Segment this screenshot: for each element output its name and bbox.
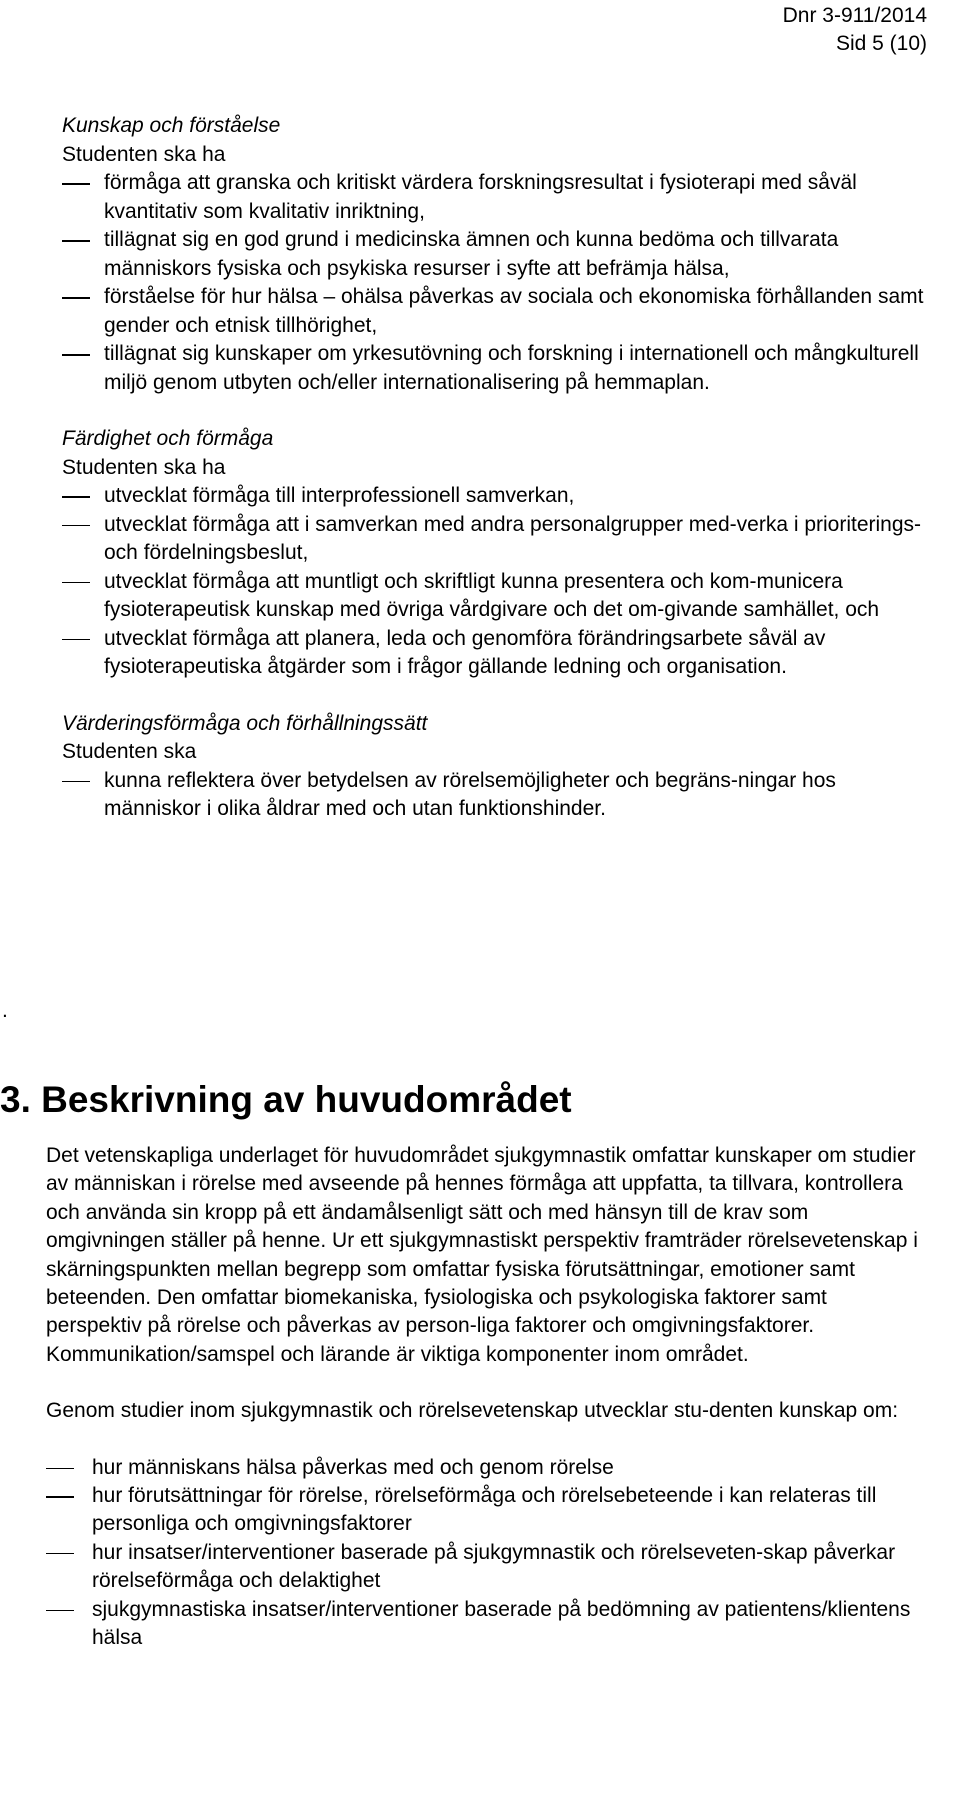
list-item-text: tillägnat sig kunskaper om yrkesutövning och forskning i internationell och mångkulturell miljö genom utbyten och/eller internationalisering på hemmaplan. (104, 342, 919, 394)
dash-bullet (62, 582, 90, 584)
section-lead: Studenten ska (62, 740, 197, 763)
section-knowledge (62, 112, 942, 397)
dash-bullet (46, 1468, 74, 1470)
list-item-text: sjukgymnastiska insatser/interventioner baserade på bedömning av patientens/klientens hälsa (92, 1597, 911, 1650)
section-lead: Studenten ska ha (62, 142, 226, 166)
list-item (62, 625, 924, 682)
section-values (62, 710, 942, 824)
dash-bullet (62, 183, 90, 185)
list-item (62, 482, 924, 511)
list-item-text: tillägnat sig en god grund i medicinska ämnen och kunna bedöma och tillvarata människors fysiska och psykiska resurser i syfte att befrämja hälsa, (104, 228, 839, 280)
stray-mark: . (2, 999, 8, 1022)
section-heading: 3. Beskrivning av huvudområdet (0, 1079, 572, 1120)
dash-bullet (62, 781, 90, 783)
list-item (46, 1539, 934, 1596)
dash-bullet (62, 639, 90, 641)
list-item-text: förståelse för hur hälsa – ohälsa påverkas av sociala och ekonomiska förhållanden samt gender och etnisk tillhörighet, (104, 285, 924, 337)
bullet-list (62, 767, 942, 824)
list-item (46, 1482, 934, 1539)
list-item (62, 169, 944, 226)
list-item (62, 340, 944, 397)
bullet-list (62, 482, 942, 682)
list-item-text: utvecklat förmåga att i samverkan med andra personalgrupper med-verka i prioriterings- och fördelningsbeslut, (104, 512, 922, 564)
dash-bullet (46, 1610, 74, 1612)
dash-bullet (46, 1553, 74, 1555)
list-item (46, 1596, 934, 1653)
paragraph: Det vetenskapliga underlaget för huvudområdet sjukgymnastik omfattar kunskaper om studier av människan i rörelse med avseende på hennes förmåga att uppfatta, ta tillvara, kontrollera och använda sin kropp på ett ändamålsenligt sätt och med hänsyn till de krav som omgivningen ställer på henne. Ur ett sjukgymnastiskt perspektiv framträder rörelsevetenskap i skärningspunkten mellan begrepp som omfattar fysiska förutsättningar, emotioner samt beteenden. Den omfattar biomekaniska, fysiologiska och psykologiska faktorer samt perspektiv på rörelse och påverkas av person-liga faktorer och omgivningsfaktorer. Kommunikation/samspel och lärande är viktiga komponenter inom området. (46, 1144, 918, 1366)
dash-bullet (62, 240, 90, 242)
section-lead: Studenten ska ha (62, 455, 226, 479)
list-item-text: utvecklat förmåga att planera, leda och genomföra förändringsarbete såväl av fysioterapeutiska åtgärder som i frågor gällande ledning och organisation. (104, 626, 826, 678)
page-number: Sid 5 (10) (835, 32, 927, 55)
document-number: Dnr 3-911/2014 (782, 4, 927, 27)
dash-bullet (62, 525, 90, 527)
list-item-text: utvecklat förmåga att muntligt och skriftligt kunna presentera och kom-municera fysioterapeutisk kunskap med övriga vårdgivare och det om-givande samhället, och (104, 569, 880, 621)
paragraph: Genom studier inom sjukgymnastik och rörelsevetenskap utvecklar stu-denten kunskap om: (46, 1399, 899, 1423)
dash-bullet (62, 297, 90, 299)
list-item-text: hur människans hälsa påverkas med och genom rörelse (92, 1455, 614, 1479)
list-item-text: förmåga att granska och kritiskt värdera forskningsresultat i fysioterapi med såväl kvantitativ som kvalitativ inriktning, (104, 171, 857, 223)
section-title: Värderingsförmåga och förhållningssätt (62, 711, 428, 735)
list-item-text: kunna reflektera över betydelsen av rörelsemöjligheter och begräns-ningar hos människor i olika åldrar med och utan funktionshinder. (104, 768, 836, 820)
learning-outcomes (62, 112, 942, 852)
list-item (62, 568, 924, 625)
main-area-description (46, 1142, 924, 1653)
list-item-text: hur förutsättningar för rörelse, rörelseförmåga och rörelsebeteende i kan relateras till personliga och omgivningsfaktorer (92, 1484, 877, 1536)
list-item (62, 283, 944, 340)
list-item-text: hur insatser/interventioner baserade på sjukgymnastik och rörelseveten-skap påverkar rörelseförmåga och delaktighet (92, 1540, 896, 1593)
list-item (62, 511, 924, 568)
list-item (62, 226, 944, 283)
dash-bullet (62, 354, 90, 356)
section-skills (62, 425, 942, 682)
list-item (62, 767, 854, 824)
bullet-list (62, 169, 942, 397)
dash-bullet (46, 1496, 74, 1498)
section-title: Färdighet och förmåga (62, 427, 274, 450)
section-title: Kunskap och förståelse (62, 114, 281, 137)
dash-bullet (62, 496, 90, 498)
list-item-text: utvecklat förmåga till interprofessionell samverkan, (104, 484, 575, 507)
bullet-list (46, 1454, 924, 1653)
page-header (783, 2, 927, 58)
list-item (46, 1454, 934, 1482)
